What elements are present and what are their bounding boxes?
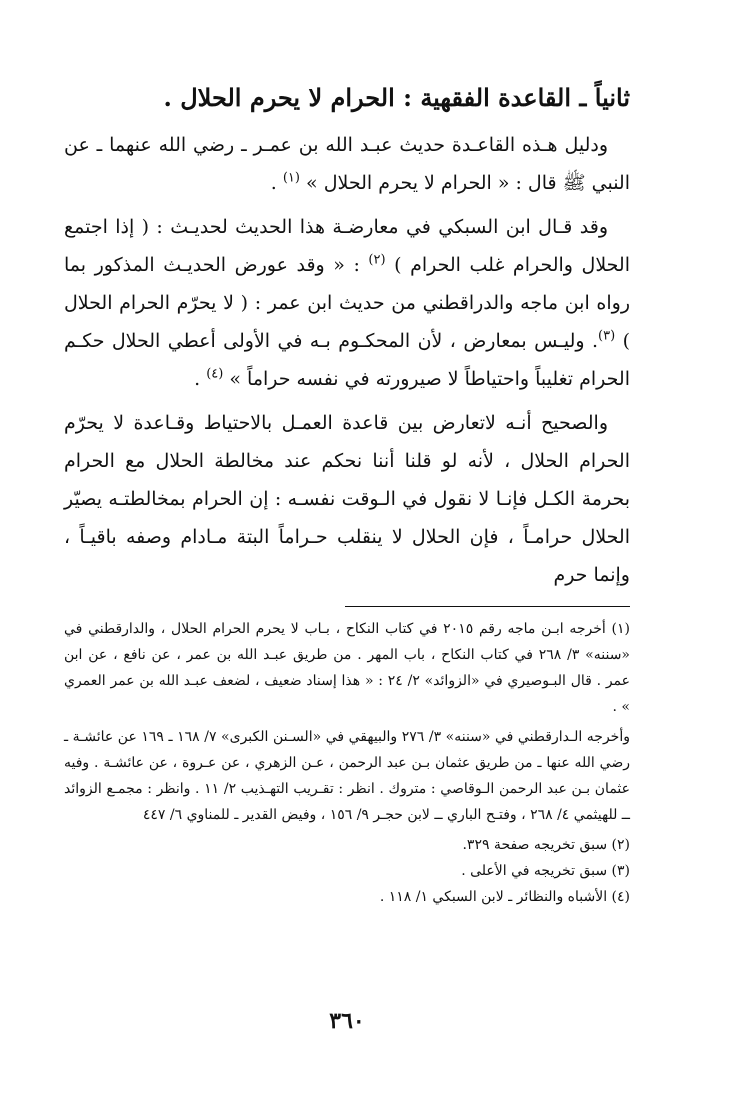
paragraph-3-text: والصحيح أنـه لاتعارض بين قاعدة العمـل بالاحتياط وقـاعدة لا يحرّم الحرام الحلال ، لأنه لو قلنا أننا نحكم عند مخالطة الحلال مع الحرام بحرمة الكـل فإنـا لا نقول في الـوقت نفسـه : إن الحرام بمخالطتـه يصيّر الحلال حرامـاً ، فإن الحلال لا ينقلب حـراماً البتة مـادام وصفه باقيـاً ، وإنما حرم <box>64 412 630 586</box>
footnote-1: (١) أخرجه ابـن ماجه رقم ٢٠١٥ في كتاب النكاح ، بـاب لا يحرم الحرام الحلال ، والدارقطني في «سننه» ٣/ ٢٦٨ في كتاب النكاح ، باب المهر . من طريق عبـد الله بن عمر ، عن نافع ، عن ابن عمر . قال البـوصيري في «الزوائد» ٢/ ٢٤ : « هذا إسناد ضعيف ، لضعف عبـد الله بن عمر العمري » . <box>64 621 630 715</box>
paragraph-2-continuation: . وليـس بمعارض ، لأن المحكـوم بـه في الأولى أعطي الحلال حكـم الحرام تغليباً واحتياطاً لا صيرورته في نفسه حراماً » <box>64 330 630 390</box>
footnote-1-continued: وأخرجه الـدارقطني في «سننه» ٣/ ٢٧٦ والبيهقي في «السـنن الكبرى» ٧/ ١٦٨ ـ ١٦٩ عن عائشـة ـ رضي الله عنها ـ من طريق عثمان بـن عبد الرحمن ، عـن الزهري ، عن عـروة ، عن عائشـة . وفيه عثمان بـن عبد الرحمن الـوقاصي : متروك . انظر : تقـريب التهـذيب ٢/ ١١ . وانظر : مجمـع الزوائد ــ للهيثمي ٤/ ٢٦٨ ، وفتـح الباري ــ لابن حجـر ٩/ ١٥٦ ، وفيض القدير ـ للمناوي ٦/ ٤٤٧ <box>64 729 630 823</box>
book-page <box>64 0 630 1104</box>
footnote-3: (٣) سبق تخريجه في الأعلى . <box>461 863 630 879</box>
paragraph-2-text: وقد قـال ابن السبكي في معارضـة هذا الحديث لحديـث : ( إذا اجتمع الحلال والحرام غلب الحرام ) <box>64 216 630 276</box>
footnote-ref-1: (١) <box>282 170 300 186</box>
section-heading: ثانياً ـ القاعدة الفقهية : الحرام لا يحرم الحلال . <box>163 83 630 112</box>
paragraph-2-end: . <box>194 368 207 390</box>
footnote-4: (٤) الأشباه والنظائر ـ لابن السبكي ١/ ١١٨ . <box>379 889 630 905</box>
paragraph-1 <box>64 126 630 202</box>
footnote-ref-4: (٤) <box>206 366 224 382</box>
paragraph-2 <box>64 208 630 398</box>
footnote-divider <box>345 606 630 607</box>
page-number: ٣٦٠ <box>329 1008 365 1034</box>
main-text <box>64 126 630 600</box>
paragraph-1-end: . <box>270 172 283 194</box>
footnote-ref-2: (٢) <box>368 252 386 268</box>
paragraph-3 <box>64 404 630 594</box>
footnotes <box>64 616 630 910</box>
paragraph-1-text: ودليل هـذه القاعـدة حديث عبـد الله بن عمـر ـ رضي الله عنهما ـ عن النبي ﷺ قال : « الحرام لا يحرم الحلال » <box>64 134 630 194</box>
paragraph-2-quote: : « وقد عورض الحديـث المذكور بما رواه ابن ماجه والدراقطني من حديث ابن عمر : ( لا يحرّم الحرام الحلال ) <box>64 254 630 352</box>
footnote-ref-3: (٣) <box>598 328 616 344</box>
footnote-2: (٢) سبق تخريجه صفحة ٣٢٩. <box>462 837 630 853</box>
